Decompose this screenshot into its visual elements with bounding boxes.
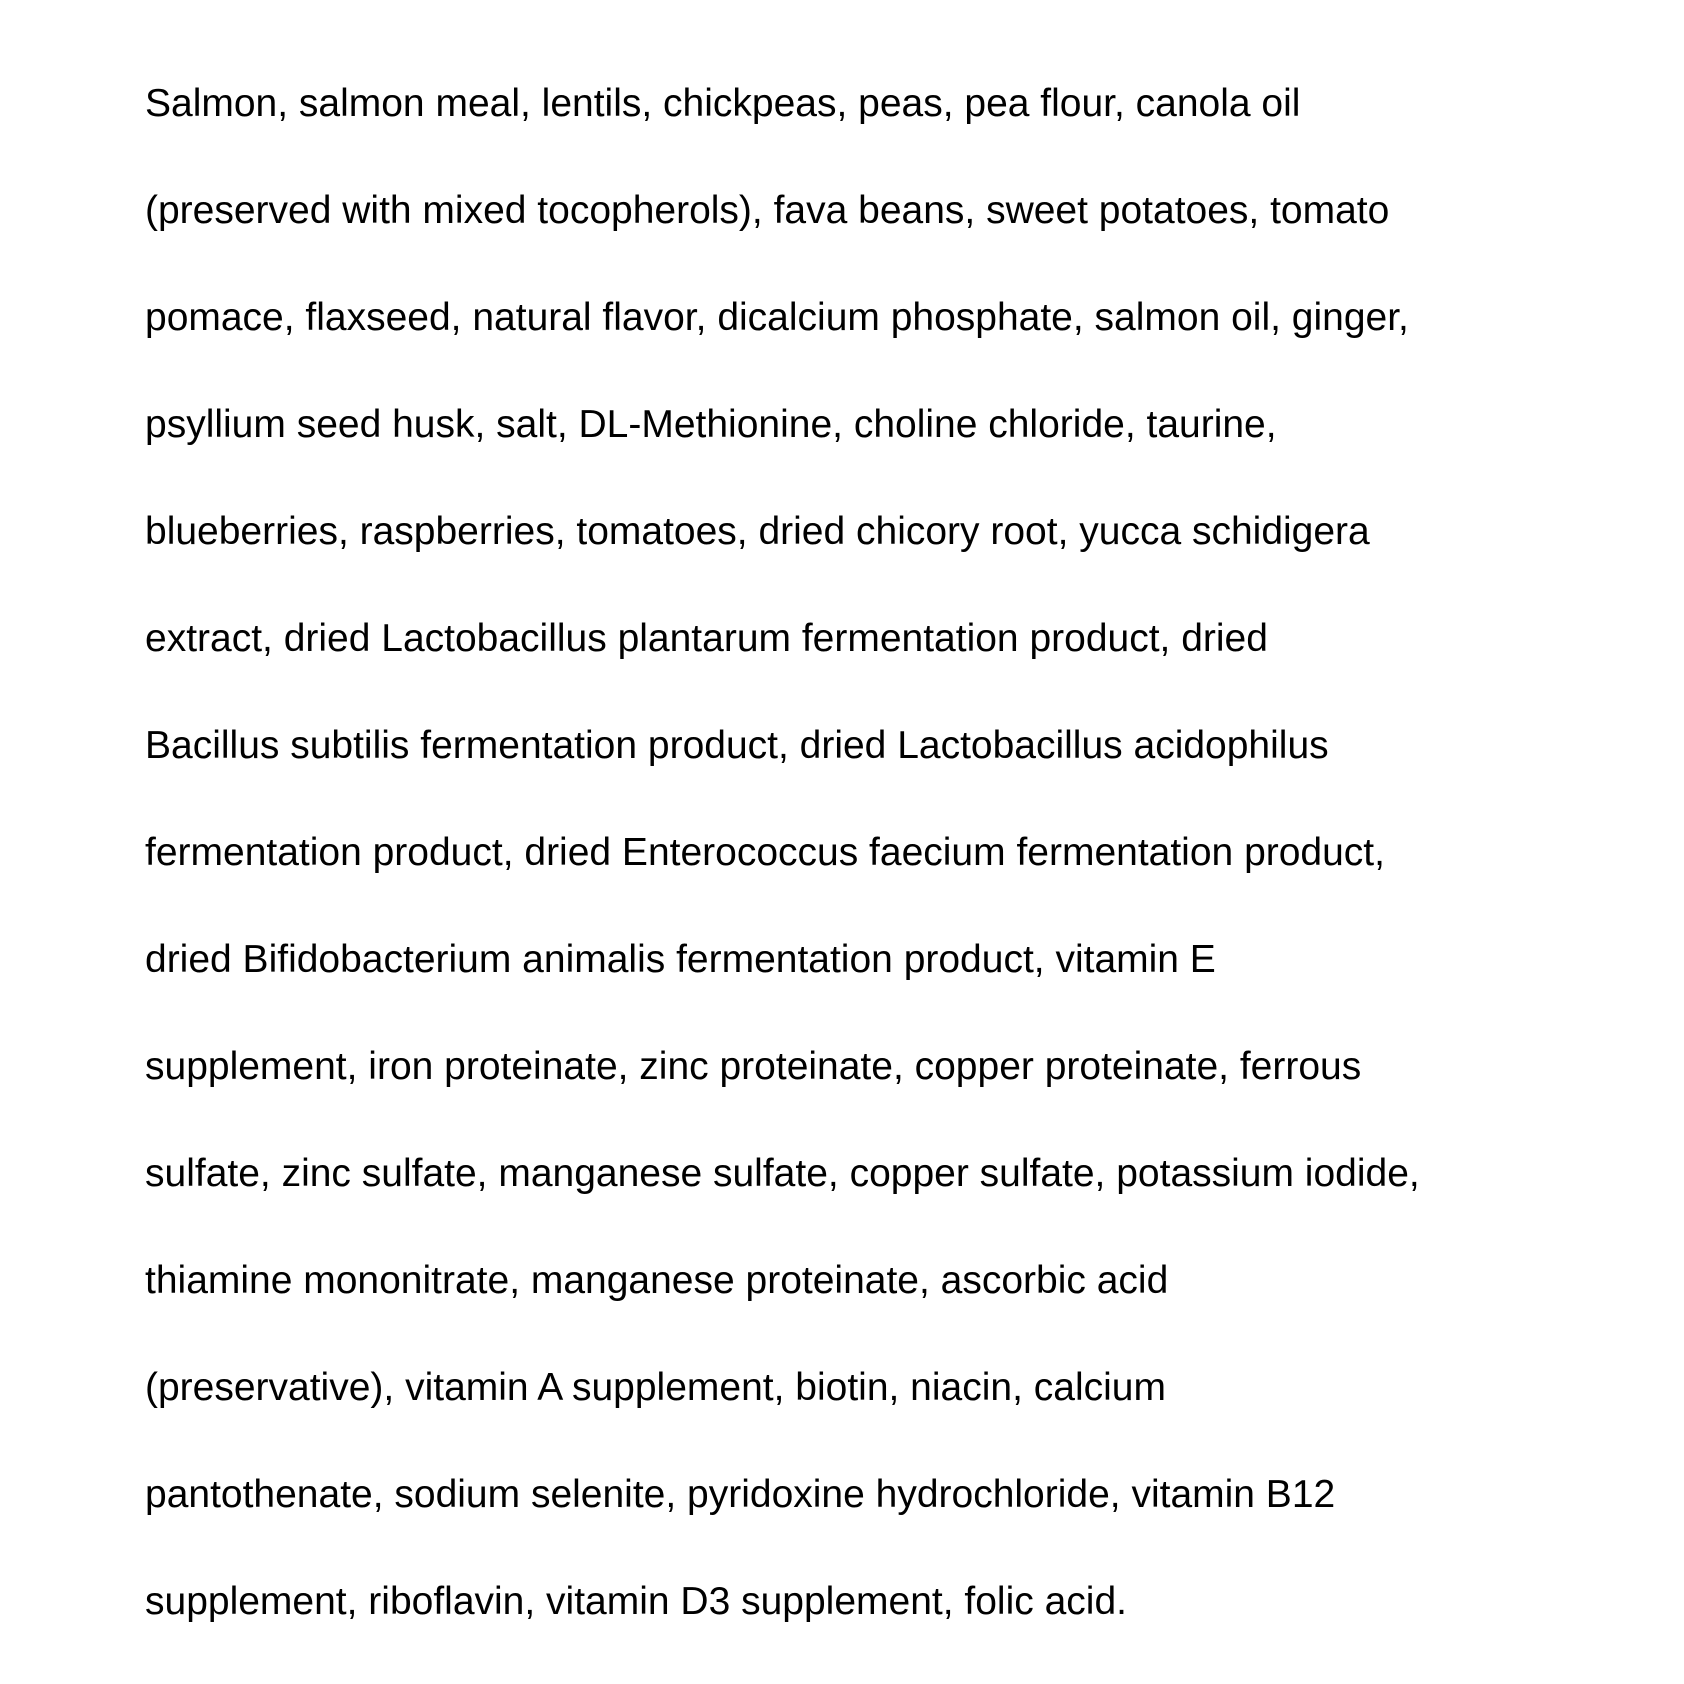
text-line: supplement, iron proteinate, zinc proteinate, copper proteinate, ferrous [145, 1045, 1362, 1088]
text-line: (preserved with mixed tocopherols), fava beans, sweet potatoes, tomato [145, 189, 1390, 232]
text-line: supplement, riboflavin, vitamin D3 supplement, folic acid. [145, 1580, 1127, 1623]
text-line: psyllium seed husk, salt, DL-Methionine, choline chloride, taurine, [145, 403, 1277, 446]
text-line: fermentation product, dried Enterococcus faecium fermentation product, [145, 831, 1385, 874]
ingredients-paragraph [145, 72, 1585, 1677]
text-line: pantothenate, sodium selenite, pyridoxine hydrochloride, vitamin B12 [145, 1473, 1336, 1516]
text-line: (preservative), vitamin A supplement, biotin, niacin, calcium [145, 1366, 1166, 1409]
text-line: extract, dried Lactobacillus plantarum fermentation product, dried [145, 617, 1268, 660]
text-line: sulfate, zinc sulfate, manganese sulfate, copper sulfate, potassium iodide, [145, 1152, 1420, 1195]
text-line: Salmon, salmon meal, lentils, chickpeas, peas, pea flour, canola oil [145, 82, 1301, 125]
text-line: Bacillus subtilis fermentation product, dried Lactobacillus acidophilus [145, 724, 1329, 767]
text-line: dried Bifidobacterium animalis fermentation product, vitamin E [145, 938, 1216, 981]
text-line: blueberries, raspberries, tomatoes, dried chicory root, yucca schidigera [145, 510, 1370, 553]
text-line: thiamine mononitrate, manganese proteinate, ascorbic acid [145, 1259, 1169, 1302]
text-line: pomace, flaxseed, natural flavor, dicalcium phosphate, salmon oil, ginger, [145, 296, 1409, 339]
